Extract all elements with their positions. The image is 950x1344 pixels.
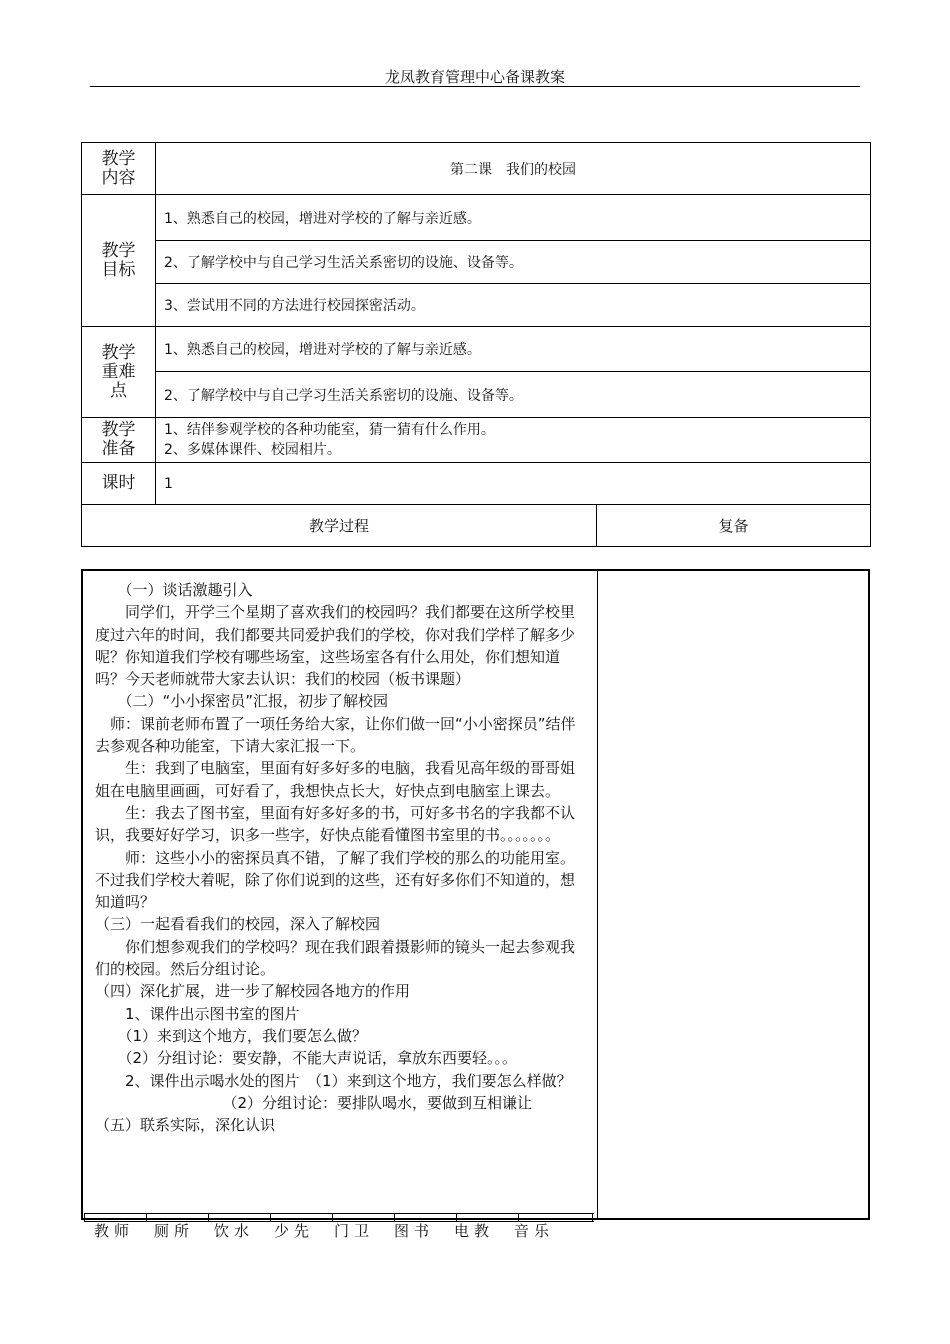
process-paragraph: （1）来到这个地方，我们要怎么做？ — [95, 1026, 368, 1045]
label-hours: 课时 — [82, 463, 156, 505]
process-table — [81, 569, 870, 1220]
process-heading: 教学过程 — [82, 505, 597, 547]
goal-item: 2、了解学校中与自己学习生活关系密切的设施、设备等。 — [156, 241, 871, 284]
key-point-item: 2、了解学校中与自己学习生活关系密切的设施、设备等。 — [156, 372, 871, 418]
key-point-item: 1、熟悉自己的校园，增进对学校的了解与亲近感。 — [156, 327, 871, 372]
process-paragraph: （五）联系实际，深化认识 — [95, 1116, 276, 1135]
header-rule — [90, 86, 860, 87]
lesson-info-table — [81, 142, 871, 547]
goal-item: 1、熟悉自己的校园，增进对学校的了解与亲近感。 — [156, 195, 871, 241]
label-key-points: 教学重难点 — [82, 327, 156, 418]
process-paragraph: （三）一起看看我们的校园，深入了解校园 — [95, 915, 381, 934]
review-heading: 复备 — [597, 505, 871, 547]
prep-item: 2、多媒体课件、校园相片。 — [164, 442, 341, 458]
page-header-title: 龙凤教育管理中心备课教案 — [384, 68, 565, 86]
process-paragraph: 你们想参观我们的学校吗？现在我们跟着摄影师的镜头一起去参观我们的校园。然后分组讨论。 — [95, 937, 576, 979]
label-content: 教学内容 — [82, 143, 156, 195]
prep-item: 1、结伴参观学校的各种功能室，猜一猜有什么作用。 — [164, 422, 495, 438]
process-paragraph: （二）“小小探密员”汇报，初步了解校园 — [95, 692, 389, 711]
process-paragraph: 2、课件出示喝水处的图片 （1）来到这个地方，我们要怎么样做？ — [95, 1071, 572, 1090]
process-paragraph: 师：这些小小的密探员真不错，了解了我们学校的那么的功能用室。不过我们学校大着呢，除了你们说到的这些，还有好多你们不知道的，想知道吗？ — [95, 848, 576, 912]
process-paragraph: （2）分组讨论：要排队喝水，要做到互相谦让 — [95, 1093, 533, 1112]
lesson-title: 第二课 我们的校园 — [156, 143, 871, 195]
process-paragraph: 生：我去了图书室，里面有好多好多的书，可好多书名的字我都不认识，我要好好学习，识多一些字，好快点能看懂图书室里的书。。。。。。。 — [95, 803, 576, 845]
label-goals: 教学目标 — [82, 195, 156, 327]
process-paragraph: （2）分组讨论：要安静，不能大声说话，拿放东西要轻。。。 — [95, 1049, 518, 1068]
process-paragraph: 同学们，开学三个星期了喜欢我们的校园吗？我们都要在这所学校里度过六年的时间，我们都要共同爱护我们的学校，你对我们学样了解多少呢？你知道我们学校有哪些场室，这些场室各有什么用处，你们想知道吗？今天老师就带大家去认识：我们的校园（板书课题） — [95, 603, 576, 689]
goal-item: 3、尝试用不同的方法进行校园探密活动。 — [156, 284, 871, 327]
process-paragraph: 1、课件出示图书室的图片 — [95, 1004, 300, 1023]
hours-value: 1 — [156, 463, 871, 505]
preparation-cell — [156, 418, 871, 463]
process-paragraph: （四）深化扩展，进一步了解校园各地方的作用 — [95, 982, 411, 1001]
label-preparation: 教学准备 — [82, 418, 156, 463]
process-paragraph: 师：课前老师布置了一项任务给大家，让你们做一回“小小密探员”结伴去参观各种功能室，下请大家汇报一下。 — [95, 714, 576, 756]
process-paragraph: （一）谈话激趣引入 — [95, 581, 253, 599]
process-paragraph: 生：我到了电脑室，里面有好多好多的电脑，我看见高年级的哥哥姐姐在电脑里画画，可好看了，我想快点长大，好快点到电脑室上课去。 — [95, 759, 576, 800]
process-column — [83, 571, 598, 1218]
places-row: 教师 厕所 饮水 少先 门卫 图书 电教 音乐 — [94, 1222, 555, 1240]
process-body — [83, 571, 597, 1136]
